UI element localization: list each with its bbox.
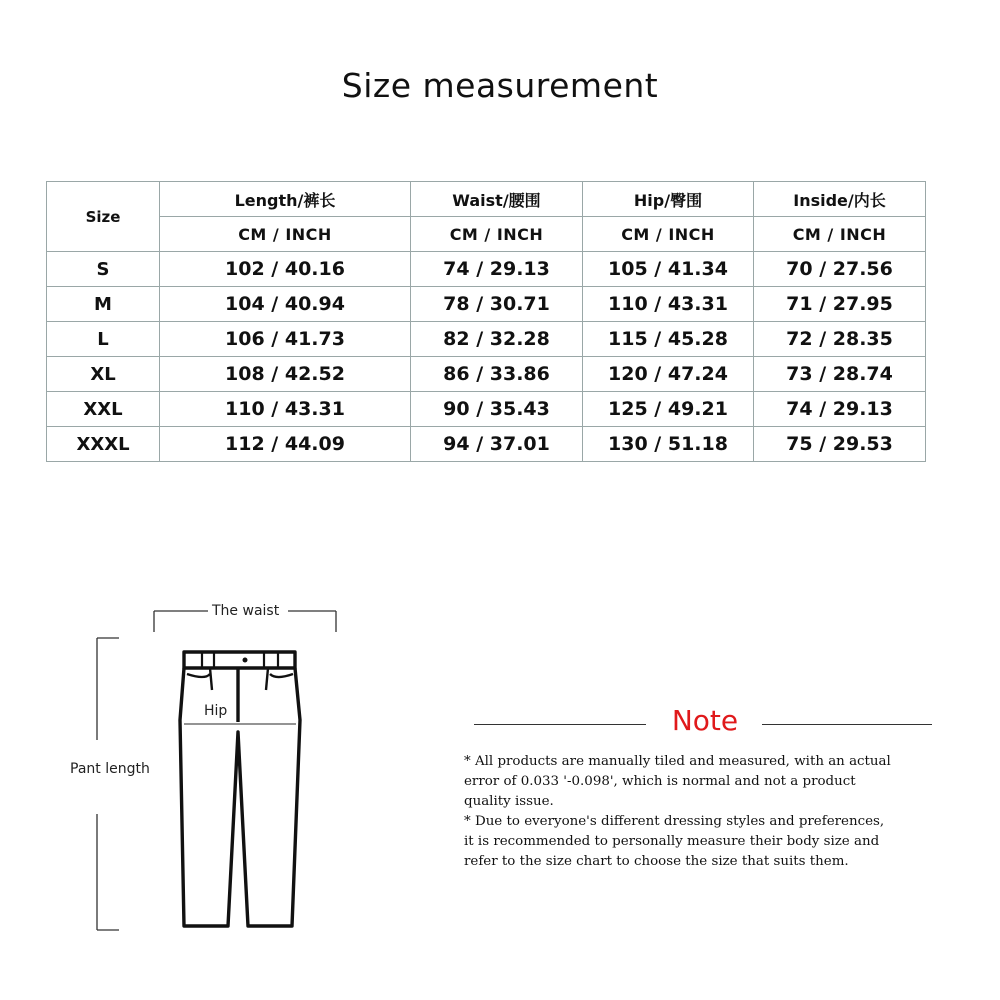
table-row [47,252,926,287]
size-table [46,181,926,462]
table-row [47,287,926,322]
note-title: Note [671,704,739,737]
length-cell: 112 / 44.09 [160,427,411,462]
inside-cell: 73 / 28.74 [754,357,926,392]
note-divider-right [762,724,932,725]
waist-cell: 90 / 35.43 [411,392,583,427]
hip-cell: 105 / 41.34 [583,252,754,287]
size-cell: S [47,252,160,287]
size-cell: M [47,287,160,322]
table-header-row [47,182,926,217]
size-column-header: Size [47,182,160,252]
column-header-waist: Waist/腰围 [411,182,583,217]
inside-cell: 72 / 28.35 [754,322,926,357]
waist-cell: 74 / 29.13 [411,252,583,287]
hip-cell: 115 / 45.28 [583,322,754,357]
pants-shape [180,652,300,926]
pant-length-label: Pant length [70,761,150,777]
size-cell: XXL [47,392,160,427]
pants-outline-icon [0,590,420,950]
unit-label: CM / INCH [754,217,926,252]
table-row [47,357,926,392]
waist-cell: 94 / 37.01 [411,427,583,462]
size-cell: XXXL [47,427,160,462]
hip-cell: 110 / 43.31 [583,287,754,322]
hip-cell: 125 / 49.21 [583,392,754,427]
length-cell: 110 / 43.31 [160,392,411,427]
table-row [47,322,926,357]
unit-label: CM / INCH [160,217,411,252]
table-row [47,427,926,462]
length-cell: 106 / 41.73 [160,322,411,357]
waist-cell: 78 / 30.71 [411,287,583,322]
size-cell: XL [47,357,160,392]
button-icon [243,658,248,663]
measurement-diagram [0,590,420,950]
inside-cell: 71 / 27.95 [754,287,926,322]
waist-label: The waist [212,603,280,619]
waist-cell: 86 / 33.86 [411,357,583,392]
column-header-length: Length/裤长 [160,182,411,217]
hip-cell: 130 / 51.18 [583,427,754,462]
note-item: * All products are manually tiled and measured, with an actual error of 0.033 '-0.098', which is normal and not a product quality issue. [464,754,891,809]
length-cell: 108 / 42.52 [160,357,411,392]
inside-cell: 75 / 29.53 [754,427,926,462]
column-header-inside: Inside/内长 [754,182,926,217]
hip-cell: 120 / 47.24 [583,357,754,392]
waist-cell: 82 / 32.28 [411,322,583,357]
hip-label: Hip [204,703,228,719]
page-title: Size measurement [341,66,659,105]
length-bracket [97,638,119,930]
unit-label: CM / INCH [583,217,754,252]
note-body [464,752,964,872]
size-cell: L [47,322,160,357]
inside-cell: 74 / 29.13 [754,392,926,427]
length-cell: 102 / 40.16 [160,252,411,287]
length-cell: 104 / 40.94 [160,287,411,322]
inside-cell: 70 / 27.56 [754,252,926,287]
unit-row [47,217,926,252]
note-item: * Due to everyone's different dressing styles and preferences, it is recommended to personally measure their body size and refer to the size chart to choose the size that suits them. [464,814,885,869]
table-row [47,392,926,427]
unit-label: CM / INCH [411,217,583,252]
column-header-hip: Hip/臀围 [583,182,754,217]
note-divider-left [474,724,646,725]
